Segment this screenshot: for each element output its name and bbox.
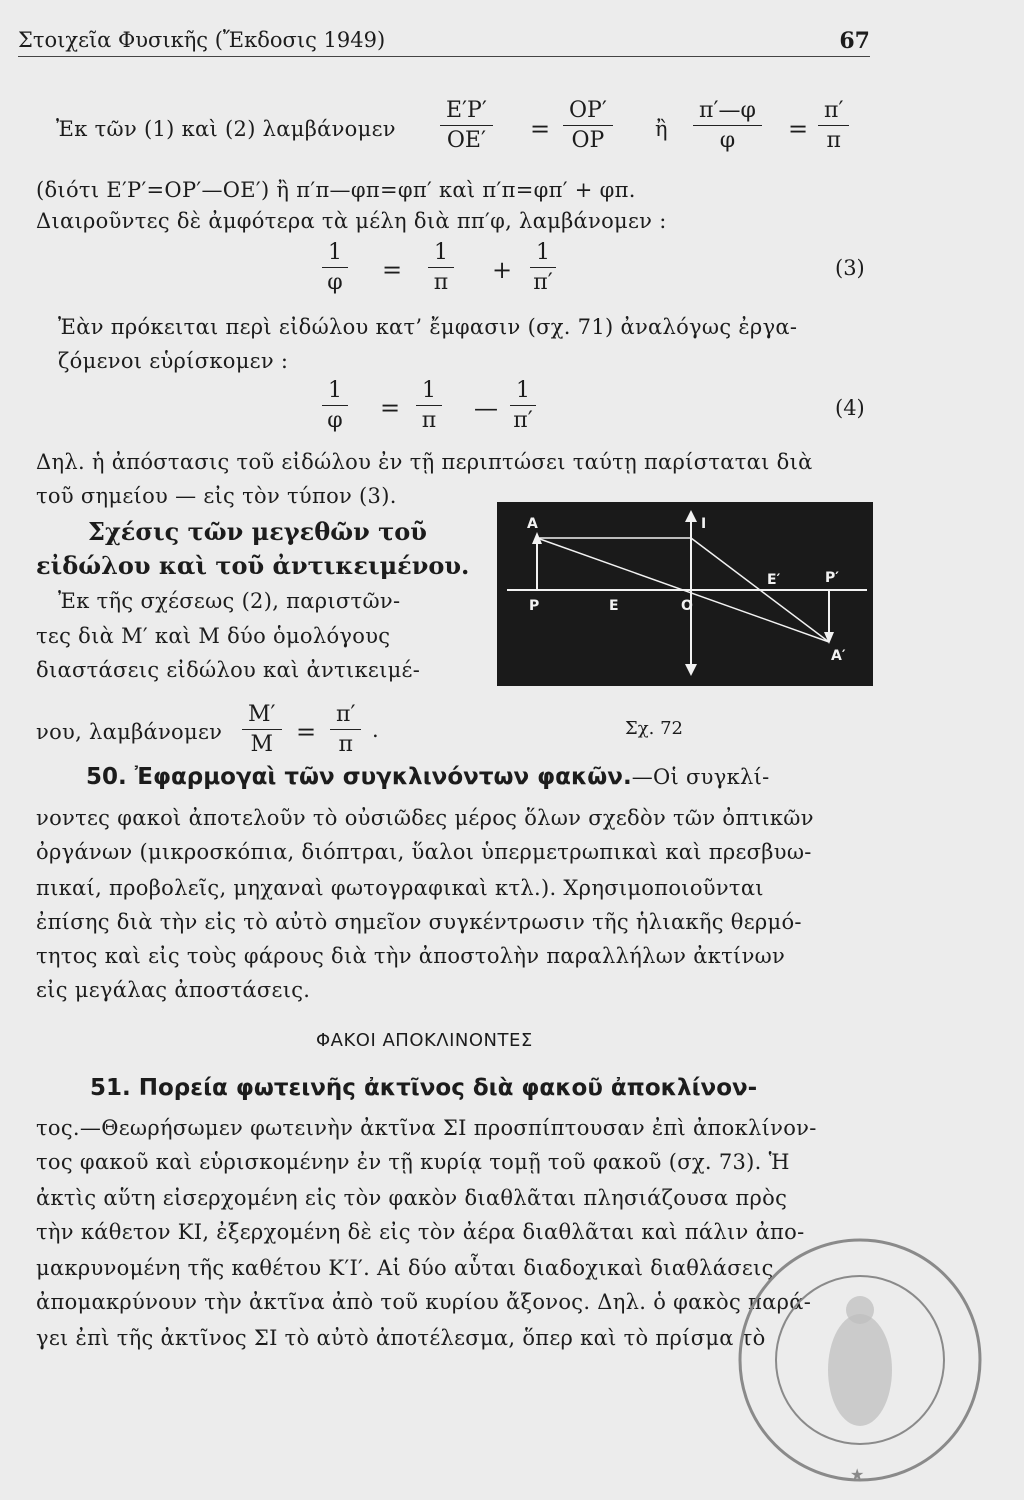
image-arrow-head: [824, 632, 834, 644]
fraction-numerator: π′: [818, 98, 849, 126]
fraction-numerator: M′: [242, 702, 282, 730]
subsection-title-line2: εἰδώλου καὶ τοῦ ἀντικειμένου.: [36, 551, 470, 580]
fraction-denominator: M: [250, 732, 274, 758]
center-section-title: ΦΑΚΟΙ ΑΠΟΚΛΙΝΟΝΤΕΣ: [316, 1030, 533, 1051]
stamp-star-icon: ★: [850, 1465, 865, 1484]
text-line: νου, λαμβάνομεν: [36, 720, 223, 744]
fraction-pi-prime-pi: [818, 98, 849, 154]
lens-arrow-top: [685, 510, 697, 522]
fraction-denominator: π: [421, 408, 437, 434]
section-51-heading: 51. Πορεία φωτεινῆς ἀκτῖνος διὰ φακοῦ ἀποκλίνον-: [90, 1075, 758, 1101]
eq-intro-text: Ἐκ τῶν (1) καὶ (2) λαμβάνομεν: [56, 117, 396, 141]
label-a: A: [527, 516, 538, 532]
fraction-op-op: [563, 98, 613, 154]
text-line: ζόμενοι εὑρίσκομεν :: [58, 349, 289, 373]
text-line: γει ἐπὶ τῆς ἀκτῖνος ΣΙ τὸ αὐτὸ ἀποτέλεσμα, ὅπερ καὶ τὸ πρίσμα τὸ: [36, 1326, 766, 1350]
text-line: (διότι E′P′=OP′—OE′) ἢ π′π—φπ=φπ′ καὶ π′π=φπ′ + φπ.: [36, 178, 636, 202]
fraction-denominator: π: [826, 128, 841, 154]
label-a-prime: A′: [831, 648, 846, 664]
text-line: Διαιροῦντες δὲ ἀμφότερα τὰ μέλη διὰ ππ′φ, λαμβάνομεν :: [36, 209, 667, 233]
lens-arrow-bottom: [685, 664, 697, 676]
fraction-numerator: π′—φ: [693, 98, 762, 126]
fraction-denominator: φ: [719, 128, 736, 154]
text-line: ἐπίσης διὰ τὴν εἰς τὸ αὐτὸ σημεῖον συγκέντρωσιν τῆς ἡλιακῆς θερμό-: [36, 910, 802, 934]
label-e: E: [609, 598, 619, 614]
lens-ray-diagram: [497, 502, 873, 686]
fraction-denominator: π′: [533, 270, 553, 296]
text-line: νοντες φακοὶ ἀποτελοῦν τὸ οὐσιῶδες μέρος ὅλων σχεδὸν τῶν ὀπτικῶν: [36, 806, 814, 830]
text-line: μακρυνομένη τῆς καθέτου K′I′. Αἱ δύο αὗται διαδοχικαὶ διαθλάσεις: [36, 1256, 774, 1280]
text-line: τες διὰ M′ καὶ M δύο ὁμολόγους: [36, 624, 391, 648]
label-i: I: [701, 516, 707, 532]
page-number: 67: [839, 28, 870, 54]
fraction-numerator: 1: [428, 240, 454, 268]
minus-sign: —: [474, 394, 498, 422]
text-line: εἰς μεγάλας ἀποστάσεις.: [36, 978, 311, 1002]
label-p-prime: P′: [825, 570, 839, 586]
text-line: τητος καὶ εἰς τοὺς φάρους διὰ τὴν ἀποστολὴν παραλλήλων ἀκτίνων: [36, 944, 786, 968]
text-line: ὀργάνων (μικροσκόπια, διόπτραι, ὕαλοι ὑπερμετρωπικαὶ καὶ πρεσβυω-: [36, 840, 812, 864]
stamp-figure-head: [846, 1296, 874, 1324]
fraction-denominator: φ: [327, 270, 343, 296]
equals-sign: =: [296, 718, 317, 746]
fraction-pi-prime-pi: [330, 702, 361, 758]
text-line: τοῦ σημείου — εἰς τὸν τύπον (3).: [36, 484, 397, 508]
library-stamp: [730, 1230, 990, 1490]
fraction-ep-oe: [440, 98, 493, 154]
label-p: P: [529, 598, 540, 614]
fraction-denominator: OE′: [446, 128, 486, 154]
stamp-figure: [828, 1314, 892, 1426]
text-line: πικαί, προβολεῖς, μηχαναὶ φωτογραφικαὶ κτλ.). Χρησιμοποιοῦνται: [36, 876, 764, 900]
text-line: τος φακοῦ καὶ εὑρισκομένην ἐν τῇ κυρίᾳ τομῇ τοῦ φακοῦ (σχ. 73). Ἡ: [36, 1150, 790, 1174]
or-word: ἢ: [655, 117, 668, 141]
section-50-heading: 50. Ἐφαρμογαὶ τῶν συγκλινόντων φακῶν.: [86, 764, 632, 790]
fraction-1-pi-prime: [530, 240, 556, 296]
fraction-numerator: 1: [510, 378, 536, 406]
fraction-denominator: OP: [571, 128, 605, 154]
period: .: [372, 718, 379, 742]
text-line: Ἐκ τῆς σχέσεως (2), παριστῶν-: [58, 589, 401, 613]
fraction-numerator: 1: [416, 378, 442, 406]
fraction-denominator: φ: [327, 408, 343, 434]
label-o: O: [681, 598, 693, 614]
figure-caption: Σχ. 72: [625, 718, 683, 739]
fraction-1-phi: [322, 378, 348, 434]
fraction-denominator: π: [433, 270, 449, 296]
fraction-denominator: π: [338, 732, 353, 758]
fraction-pi-phi: [693, 98, 762, 154]
text-line: διαστάσεις εἰδώλου καὶ ἀντικειμέ-: [36, 658, 421, 682]
plus-sign: +: [492, 256, 513, 284]
text-line: ἀπομακρύνουν τὴν ἀκτῖνα ἀπὸ τοῦ κυρίου ἄξονος. Δηλ. ὁ φακὸς παρά-: [36, 1290, 812, 1314]
equation-number: (4): [835, 396, 865, 420]
subsection-title-line1: Σχέσις τῶν μεγεθῶν τοῦ: [88, 517, 427, 546]
text-line: τος.—Θεωρήσωμεν φωτεινὴν ἀκτῖνα ΣΙ προσπίπτουσαν ἐπὶ ἀποκλίνον-: [36, 1116, 817, 1140]
fraction-denominator: π′: [513, 408, 533, 434]
fraction-numerator: π′: [330, 702, 361, 730]
text-line: Δηλ. ἡ ἀπόστασις τοῦ εἰδώλου ἐν τῇ περιπτώσει ταύτῃ παρίσταται διὰ: [36, 450, 813, 474]
fraction-numerator: OP′: [563, 98, 613, 126]
text-line: Ἐὰν πρόκειται περὶ εἰδώλου κατ’ ἔμφασιν (σχ. 71) ἀναλόγως ἐργα-: [58, 315, 798, 339]
fraction-numerator: 1: [322, 378, 348, 406]
equals-sign: =: [530, 115, 551, 143]
running-header: Στοιχεῖα Φυσικῆς (Ἔκδοσις 1949): [18, 28, 386, 52]
fraction-numerator: 1: [530, 240, 556, 268]
text-line: τὴν κάθετον KI, ἐξερχομένη δὲ εἰς τὸν ἀέρα διαθλᾶται καὶ πάλιν ἀπο-: [36, 1220, 805, 1244]
fraction-1-phi: [322, 240, 348, 296]
header-rule: [18, 56, 870, 57]
section-50-heading-line: [86, 764, 770, 790]
fraction-1-pi: [416, 378, 442, 434]
fraction-1-pi-prime: [510, 378, 536, 434]
equation-number: (3): [835, 256, 865, 280]
text-line: ἀκτὶς αὕτη εἰσερχομένη εἰς τὸν φακὸν διαθλᾶται πλησιάζουσα πρὸς: [36, 1186, 788, 1210]
fraction-m-prime-m: [242, 702, 282, 758]
fraction-1-pi: [428, 240, 454, 296]
fraction-numerator: 1: [322, 240, 348, 268]
equals-sign: =: [788, 115, 809, 143]
equals-sign: =: [382, 256, 403, 284]
section-50-heading-tail: —Οἱ συγκλί-: [631, 765, 770, 789]
label-e-prime: E′: [767, 572, 781, 588]
fraction-numerator: E′P′: [440, 98, 493, 126]
figure-72-lens-diagram: [497, 502, 873, 686]
equals-sign: =: [380, 394, 401, 422]
